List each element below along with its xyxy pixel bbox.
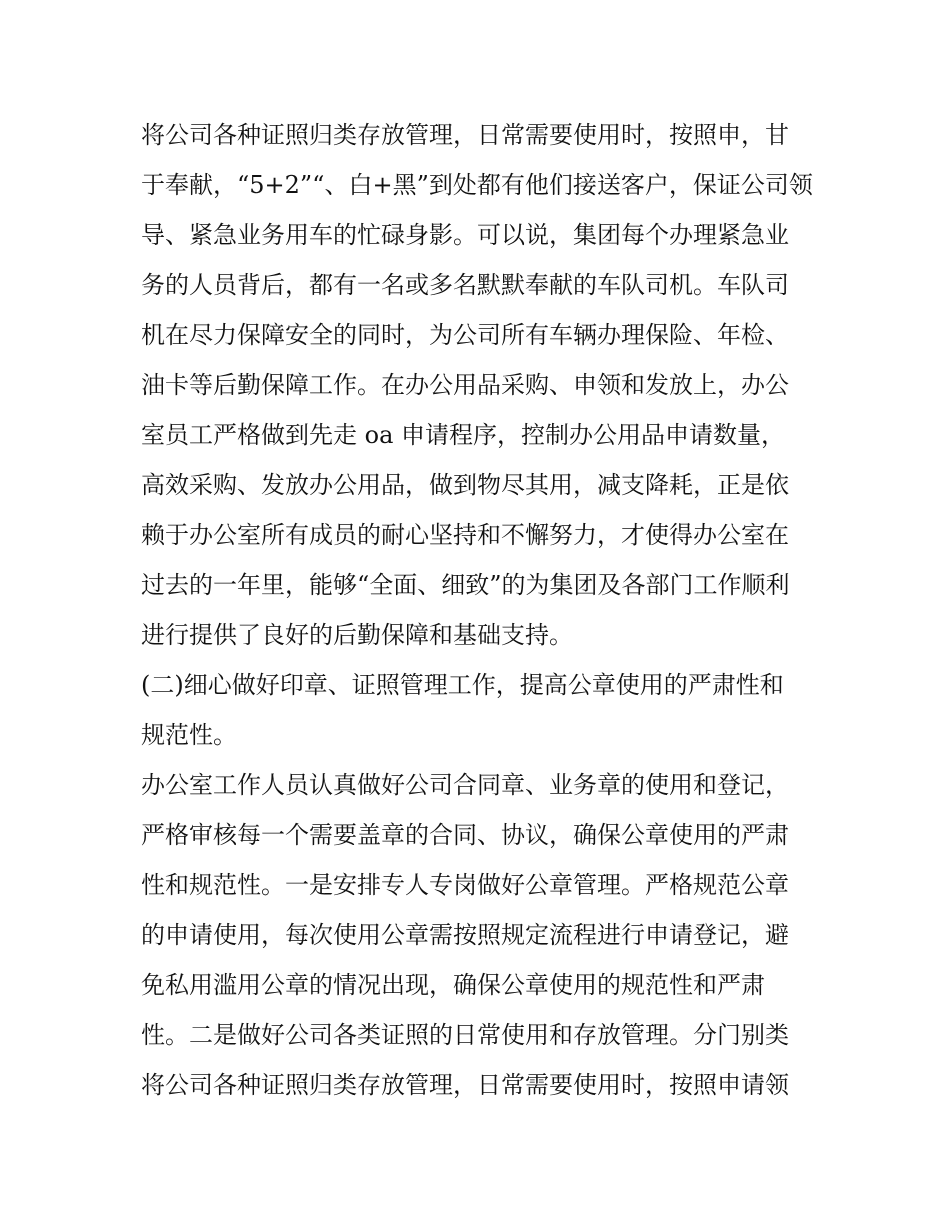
text-line-9: 赖于办公室所有成员的耐心坚持和不懈努力，才使得办公室在: [141, 521, 789, 549]
text-line-1: 将公司各种证照归类存放管理，日常需要使用时，按照申，甘: [141, 121, 789, 149]
text-line-15: 严格审核每一个需要盖章的合同、协议，确保公章使用的严肃: [141, 821, 789, 849]
text-line-16: 性和规范性。一是安排专人专岗做好公章管理。严格规范公章: [141, 871, 789, 899]
text-line-11: 进行提供了良好的后勤保障和基础支持。: [141, 621, 573, 649]
text-line-3: 导、紧急业务用车的忙碌身影。可以说，集团每个办理紧急业: [141, 221, 789, 249]
body-text: [141, 110, 821, 1110]
text-line-6: 油卡等后勤保障工作。在办公用品采购、申领和发放上，办公: [141, 371, 789, 399]
text-line-18: 免私用滥用公章的情况出现，确保公章使用的规范性和严肃: [141, 971, 765, 999]
text-line-10: 过去的一年里，能够“全面、细致”的为集团及各部门工作顺利: [141, 571, 790, 599]
text-line-4: 务的人员背后，都有一名或多名默默奉献的车队司机。车队司: [141, 271, 789, 299]
section-heading-line-2: 规范性。: [141, 721, 237, 749]
text-line-20: 将公司各种证照归类存放管理，日常需要使用时，按照申请领: [141, 1071, 789, 1099]
section-heading-line-1: (二)细心做好印章、证照管理工作，提高公章使用的严肃性和: [141, 671, 784, 699]
text-line-8: 高效采购、发放办公用品，做到物尽其用，减支降耗，正是依: [141, 471, 789, 499]
text-line-2: 于奉献，“5+2”“、白+黑”到处都有他们接送客户，保证公司领: [141, 171, 813, 199]
text-line-19: 性。二是做好公司各类证照的日常使用和存放管理。分门别类: [141, 1021, 789, 1049]
text-line-7: 室员工严格做到先走 oa 申请程序，控制办公用品申请数量，: [141, 421, 786, 449]
text-line-5: 机在尽力保障安全的同时，为公司所有车辆办理保险、年检、: [141, 321, 789, 349]
text-line-14: 办公室工作人员认真做好公司合同章、业务章的使用和登记，: [141, 771, 789, 799]
text-line-17: 的申请使用，每次使用公章需按照规定流程进行申请登记，避: [141, 921, 789, 949]
